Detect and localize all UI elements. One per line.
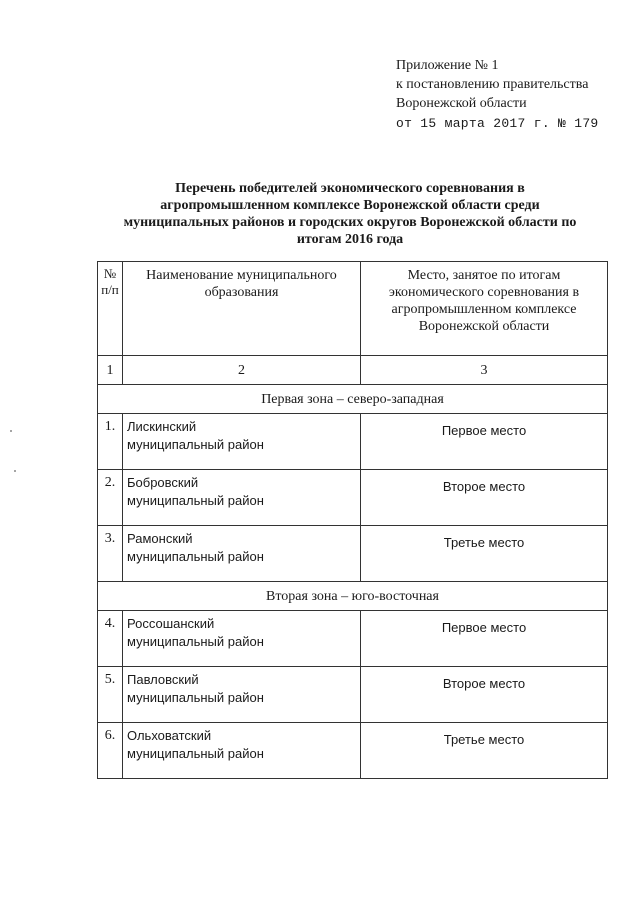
- table-row: [98, 723, 608, 779]
- row-place: Третье место: [361, 526, 608, 582]
- row-place: Второе место: [361, 667, 608, 723]
- appendix-line-1: Приложение № 1: [396, 58, 499, 73]
- appendix-line-3: Воронежской области: [396, 96, 527, 111]
- winners-table: [97, 261, 608, 779]
- scan-speck: [10, 430, 12, 432]
- table-row: [98, 470, 608, 526]
- row-number: 4.: [98, 611, 123, 667]
- header-place-cell: Место, занятое по итогам экономического соревнования в агропромышленном комплексе Воронежской области: [361, 262, 608, 356]
- row-number: 2.: [98, 470, 123, 526]
- row-number: 3.: [98, 526, 123, 582]
- row-place: Второе место: [361, 470, 608, 526]
- row-district: [123, 611, 361, 667]
- table-row: [98, 414, 608, 470]
- district-type: муниципальный район: [127, 493, 264, 508]
- row-number: 6.: [98, 723, 123, 779]
- row-district: [123, 414, 361, 470]
- scan-speck: [14, 470, 16, 472]
- row-district: [123, 667, 361, 723]
- column-numbers-row: [98, 356, 608, 385]
- header-name-cell: Наименование муниципального образования: [123, 262, 361, 356]
- row-place: Первое место: [361, 611, 608, 667]
- district-type: муниципальный район: [127, 690, 264, 705]
- title-line-2: агропромышленном комплексе Воронежской области среди: [160, 198, 540, 213]
- title-line-3: муниципальных районов и городских округов Воронежской области по: [123, 215, 577, 230]
- row-place: Первое место: [361, 414, 608, 470]
- table-row: [98, 526, 608, 582]
- table-row: [98, 667, 608, 723]
- zone-title: Вторая зона – юго-восточная: [98, 582, 608, 611]
- column-number-2: 2: [123, 356, 361, 385]
- zone-row: [98, 582, 608, 611]
- title-line-1: Перечень победителей экономического соревнования в: [175, 181, 525, 196]
- zone-row: [98, 385, 608, 414]
- appendix-block: [396, 56, 628, 133]
- header-num-symbol: №: [103, 266, 117, 281]
- table-row: [98, 611, 608, 667]
- column-number-3: 3: [361, 356, 608, 385]
- district-name: Павловский: [127, 672, 199, 687]
- district-name: Бобровский: [127, 475, 199, 490]
- row-place: Третье место: [361, 723, 608, 779]
- row-district: [123, 470, 361, 526]
- district-name: Ольховатский: [127, 728, 212, 743]
- zone-title: Первая зона – северо-западная: [98, 385, 608, 414]
- title-line-4: итогам 2016 года: [296, 232, 404, 247]
- table-header-row: [98, 262, 608, 356]
- district-name: Лискинский: [127, 419, 197, 434]
- row-district: [123, 723, 361, 779]
- row-number: 1.: [98, 414, 123, 470]
- column-number-1: 1: [98, 356, 123, 385]
- header-num-abbrev: п/п: [101, 282, 119, 297]
- document-title: [100, 180, 600, 248]
- district-type: муниципальный район: [127, 634, 264, 649]
- district-name: Россошанский: [127, 616, 215, 631]
- district-type: муниципальный район: [127, 746, 264, 761]
- district-type: муниципальный район: [127, 549, 264, 564]
- district-type: муниципальный район: [127, 437, 264, 452]
- row-number: 5.: [98, 667, 123, 723]
- appendix-date-line: от 15 марта 2017 г. № 179: [396, 116, 599, 131]
- district-name: Рамонский: [127, 531, 193, 546]
- row-district: [123, 526, 361, 582]
- header-num-cell: [98, 262, 123, 356]
- appendix-line-2: к постановлению правительства: [396, 77, 589, 92]
